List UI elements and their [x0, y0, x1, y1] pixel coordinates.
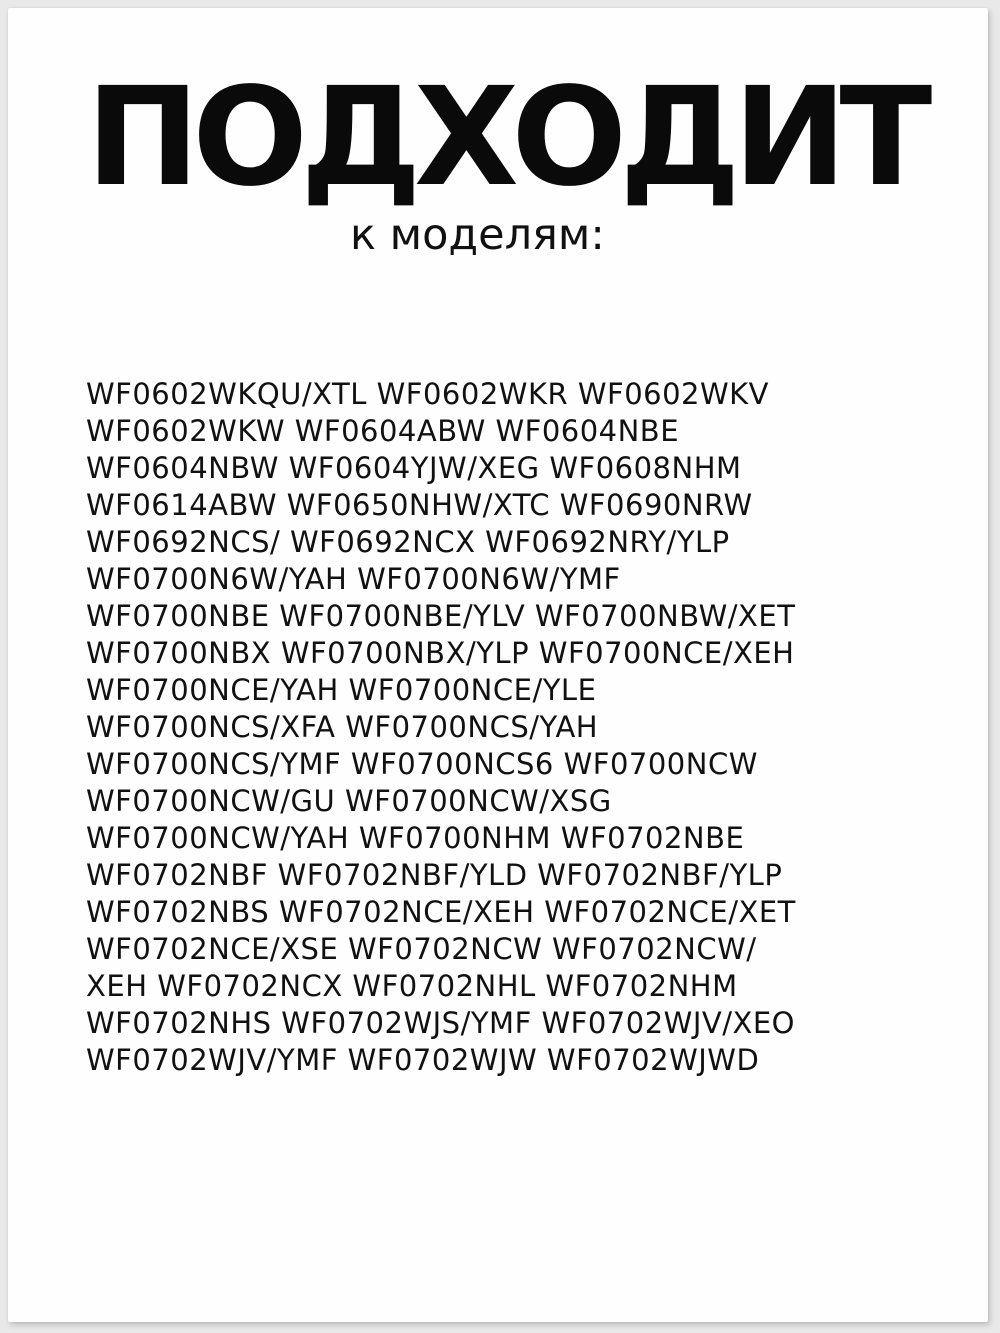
model-line: XEH WF0702NCX WF0702NHL WF0702NHM — [86, 969, 738, 1003]
model-line: WF0700NCW/GU WF0700NCW/XSG — [86, 784, 612, 818]
model-line: WF0702NCE/XSE WF0702NCW WF0702NCW/ — [86, 932, 757, 966]
model-line: WF0702NBS WF0702NCE/XEH WF0702NCE/XET — [86, 895, 796, 929]
model-line: WF0604NBW WF0604YJW/XEG WF0608NHM — [86, 451, 742, 485]
model-line: WF0700NCW/YAH WF0700NHM WF0702NBE — [86, 821, 745, 855]
model-line: WF0602WKQU/XTL WF0602WKR WF0602WKV — [86, 377, 770, 411]
model-line: WF0700NCS/YMF WF0700NCS6 WF0700NCW — [86, 747, 758, 781]
model-line: WF0700N6W/YAH WF0700N6W/YMF — [86, 562, 621, 596]
model-line: WF0614ABW WF0650NHW/XTC WF0690NRW — [86, 488, 753, 522]
model-line: WF0700NBE WF0700NBE/YLV WF0700NBW/XET — [86, 599, 796, 633]
model-line: WF0702WJV/YMF WF0702WJW WF0702WJWD — [86, 1043, 760, 1077]
page-sheet — [8, 8, 988, 1322]
compatible-models-list — [86, 376, 946, 1079]
model-line: WF0700NCS/XFA WF0700NCS/YAH — [86, 710, 599, 744]
model-line: WF0702NHS WF0702WJS/YMF WF0702WJV/XEO — [86, 1006, 795, 1040]
model-line: WF0700NBX WF0700NBX/YLP WF0700NCE/XEH — [86, 636, 795, 670]
page-title: ПОДХОДИТ — [86, 59, 925, 217]
page-subtitle: к моделям: — [350, 210, 605, 260]
model-line: WF0692NCS/ WF0692NCX WF0692NRY/YLP — [86, 525, 730, 559]
model-line: WF0700NCE/YAH WF0700NCE/YLE — [86, 673, 597, 707]
model-line: WF0602WKW WF0604ABW WF0604NBE — [86, 414, 680, 448]
model-line: WF0702NBF WF0702NBF/YLD WF0702NBF/YLP — [86, 858, 783, 892]
